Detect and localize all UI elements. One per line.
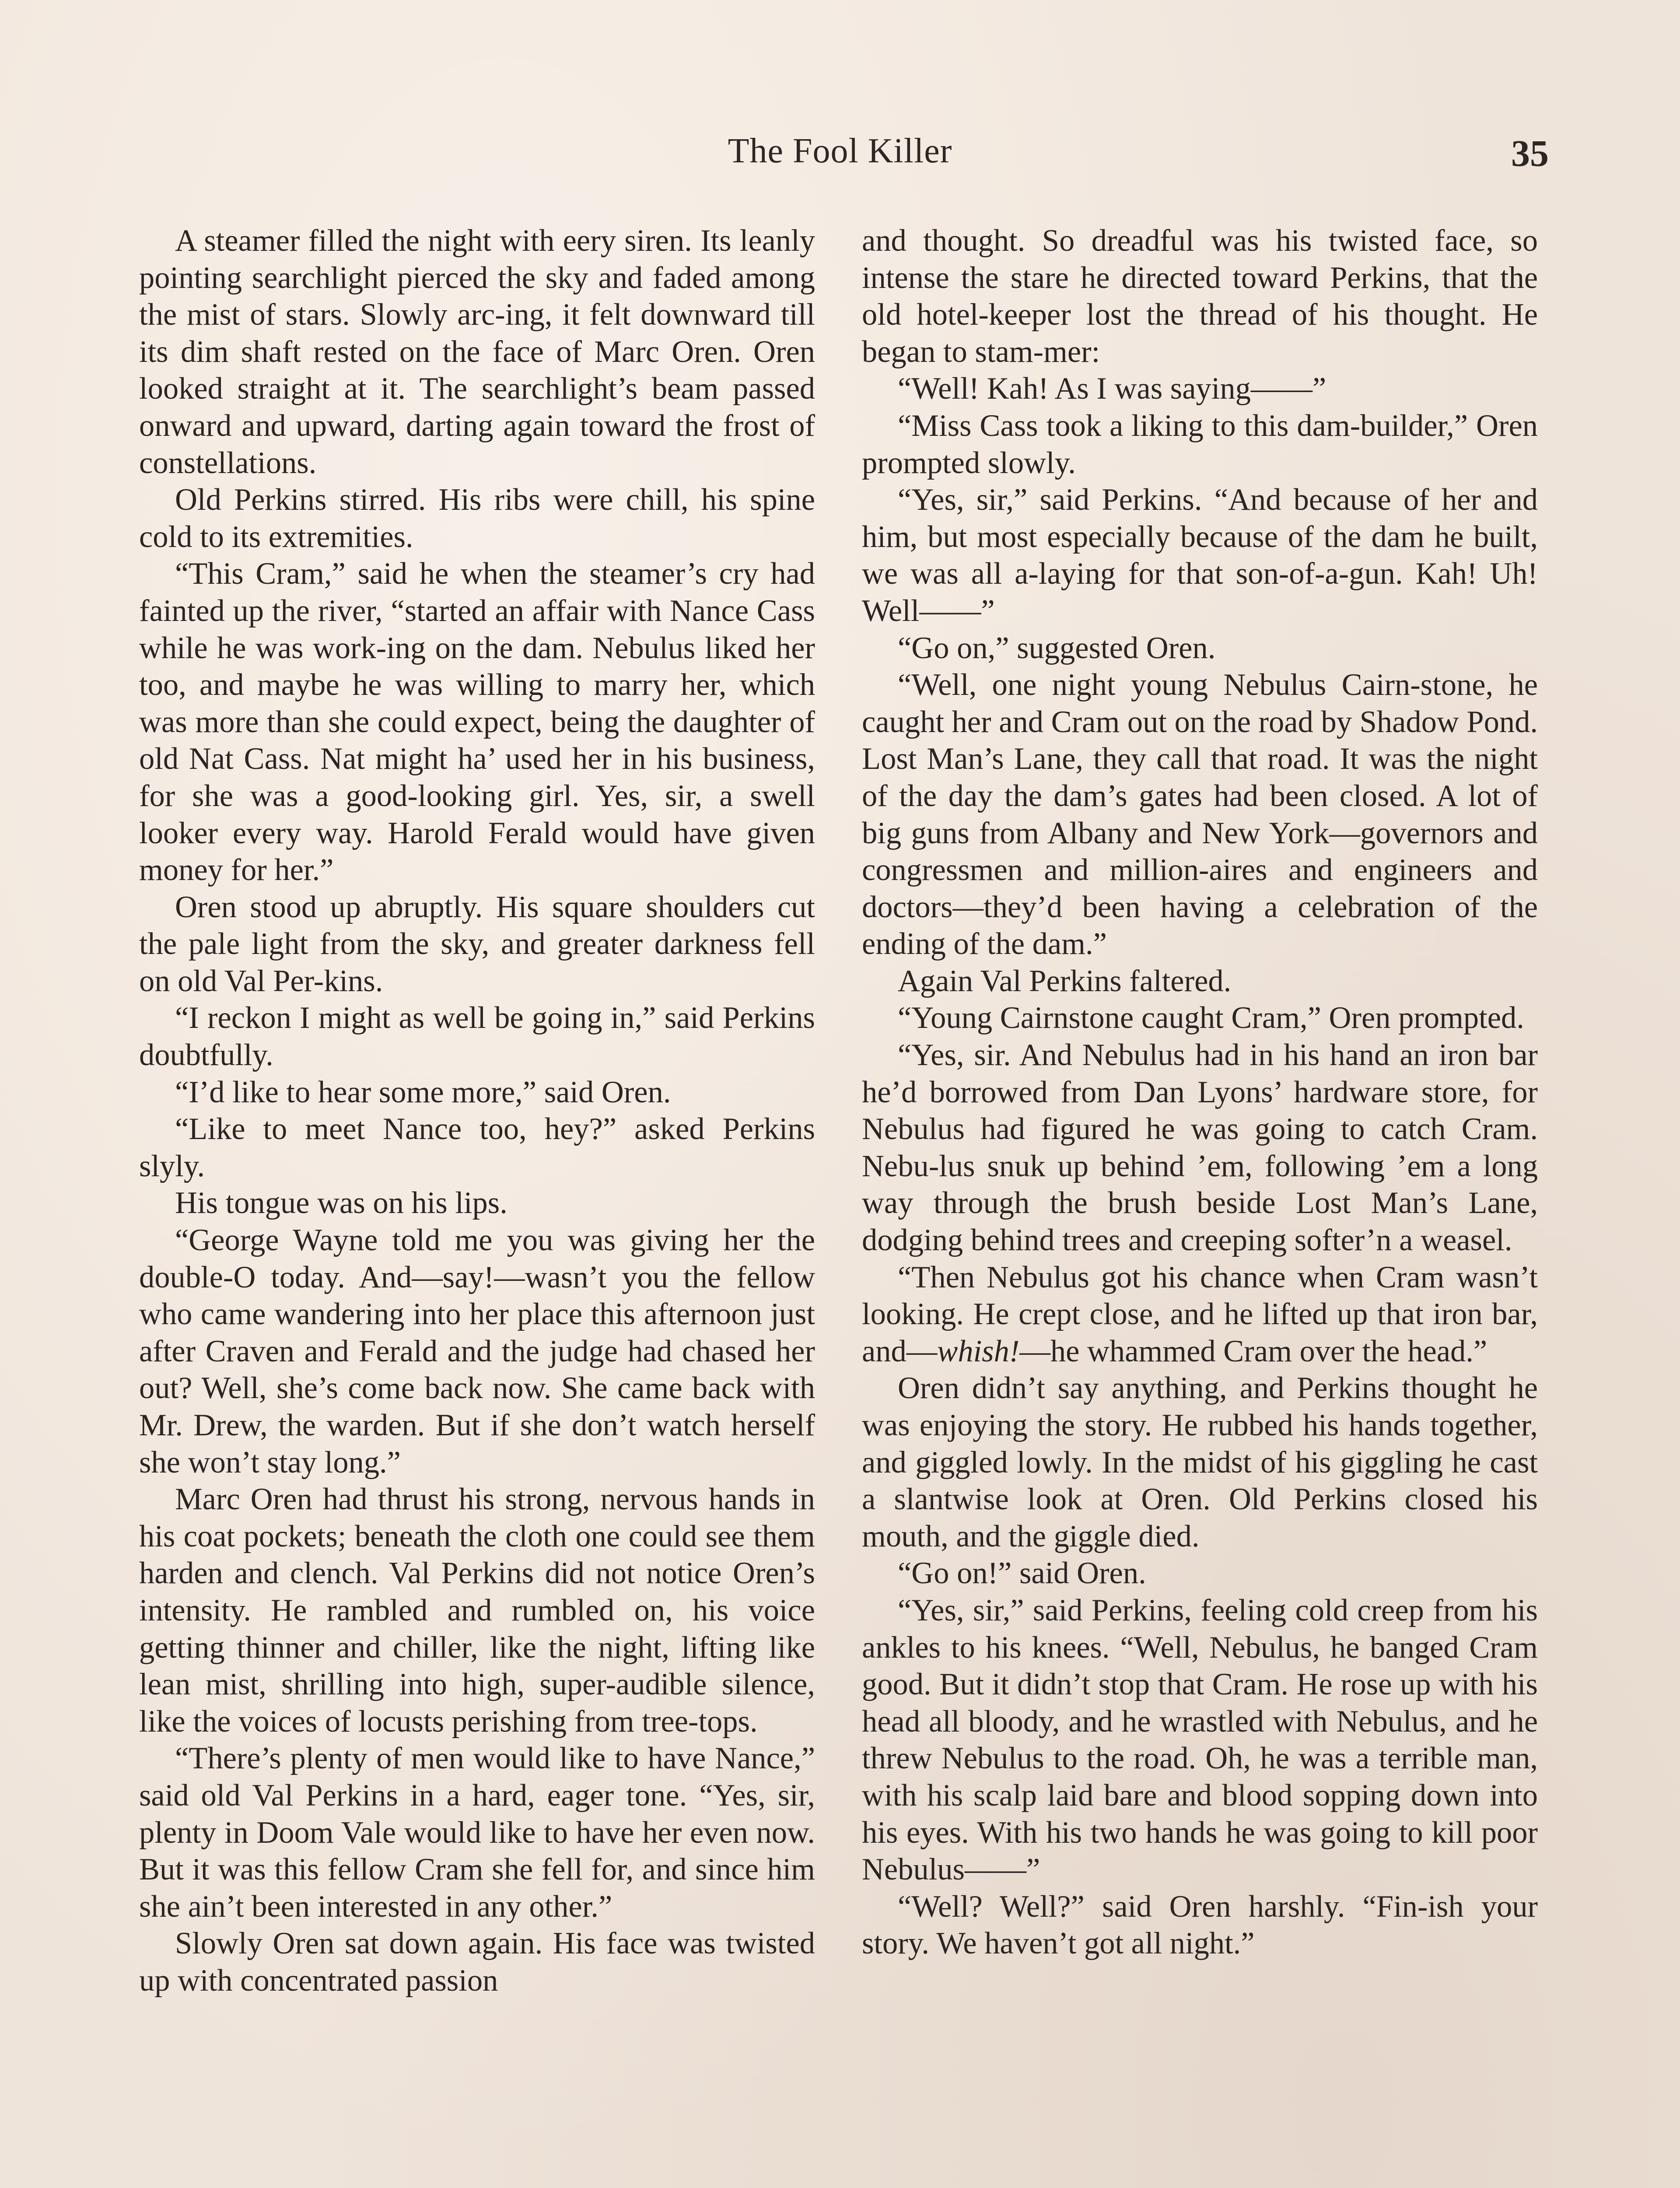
paragraph: “Yes, sir,” said Perkins. “And because of her and him, but most especially because of the dam he built, we was all a-laying for that son-of-a-gun. Kah! Uh! Well——” [862, 483, 1538, 628]
paragraph: “Go on,” suggested Oren. [898, 631, 1216, 665]
text-run: “Then Nebulus got his chance when Cram wasn’t looking. He crept close, and he lifted up that iron bar, and— [862, 1260, 1538, 1368]
paragraph: “George Wayne told me you was giving her the double-O today. And—say!—wasn’t you the fellow who came wandering into her place this afternoon just after Craven and Ferald and the judge had chased her out? Well, she’s come back now. She came back with Mr. Drew, the warden. But if she don’t watch herself she won’t stay long.” [139, 1223, 815, 1480]
paragraph: “Yes, sir. And Nebulus had in his hand an iron bar he’d borrowed from Dan Lyons’ hardware store, for Nebulus had figured he was going to catch Cram. Nebu-lus snuk up behind ’em, following ’em a long way through the brush beside Lost Man’s Lane, dodging behind trees and creeping softer’n a weasel. [862, 1038, 1538, 1258]
paragraph: “This Cram,” said he when the steamer’s cry had fainted up the river, “started an affair with Nance Cass while he was work-ing on the dam. Nebulus liked her too, and maybe he was willing to marry her, which was more than she could expect, being the daughter of old Nat Cass. Nat might ha’ used her in his business, for she was a good-looking girl. Yes, sir, a swell looker every way. Harold Ferald would have given money for her.” [139, 557, 815, 887]
paragraph: “There’s plenty of men would like to have Nance,” said old Val Perkins in a hard, eager tone. “Yes, sir, plenty in Doom Vale would like to have her even now. But it was this fellow Cram she fell for, and since him she ain’t been interested in any other.” [139, 1741, 815, 1924]
paragraph: Marc Oren had thrust his strong, nervous hands in his coat pockets; beneath the cloth one could see them harden and clench. Val Perkins did not notice Oren’s intensity. He rambled and rumbled on, his voice getting thinner and chiller, like the night, lifting like lean mist, shrilling into high, super-audible silence, like the voices of locusts perishing from tree-tops. [139, 1482, 815, 1739]
text-run: —he whammed Cram over the head.” [1019, 1334, 1488, 1368]
paragraph: “Yes, sir,” said Perkins, feeling cold creep from his ankles to his knees. “Well, Nebulus, he banged Cram good. But it didn’t stop that Cram. He rose up with his head all bloody, and he wrastled with Nebulus, and he threw Nebulus to the road. Oh, he was a terrible man, with his scalp laid bare and blood sopping down into his eyes. With his two hands he was going to kill poor Nebulus——” [862, 1593, 1538, 1887]
paragraph: “Miss Cass took a liking to this dam-builder,” Oren prompted slowly. [862, 408, 1538, 480]
emphasis-text: whish! [937, 1334, 1020, 1368]
paragraph: “Go on!” said Oren. [898, 1556, 1146, 1591]
paragraph: His tongue was on his lips. [175, 1186, 508, 1220]
page-number: 35 [1511, 132, 1549, 174]
paragraph: “Well, one night young Nebulus Cairn-stone, he caught her and Cram out on the road by Shadow Pond. Lost Man’s Lane, they call that road. It was the night of the day the dam’s gates had been closed. A lot of big guns from Albany and New York—governors and congressmen and million-aires and engineers and doctors—they’d been having a celebration of the ending of the dam.” [862, 668, 1538, 961]
right-column [862, 222, 1538, 1962]
paragraph: “Well! Kah! As I was saying——” [898, 372, 1326, 406]
paragraph: Again Val Perkins faltered. [898, 964, 1232, 998]
paragraph: A steamer filled the night with eery siren. Its leanly pointing searchlight pierced the sky and faded among the mist of stars. Slowly arc-ing, it felt downward till its dim shaft rested on the face of Marc Oren. Oren looked straight at it. The searchlight’s beam passed onward and upward, darting again toward the frost of constellations. [139, 224, 815, 480]
paragraph-continued: and thought. So dreadful was his twisted face, so intense the stare he directed toward Perkins, that the old hotel-keeper lost the thread of his thought. He began to stam-mer: [862, 224, 1538, 369]
paragraph: Oren didn’t say anything, and Perkins thought he was enjoying the story. He rubbed his hands together, and giggled lowly. In the midst of his giggling he cast a slantwise look at Oren. Old Perkins closed his mouth, and the giggle died. [862, 1371, 1538, 1553]
paragraph: “I reckon I might as well be going in,” said Perkins doubtfully. [139, 1001, 815, 1073]
paragraph: “I’d like to hear some more,” said Oren. [175, 1075, 671, 1109]
paragraph: Slowly Oren sat down again. His face was twisted up with concentrated passion [139, 1926, 815, 1998]
paragraph: Old Perkins stirred. His ribs were chill, his spine cold to its extremities. [139, 483, 815, 554]
paragraph [862, 1259, 1538, 1370]
paragraph: “Well? Well?” said Oren harshly. “Fin-ish your story. We haven’t got all night.” [862, 1889, 1538, 1961]
paragraph: “Like to meet Nance too, hey?” asked Perkins slyly. [139, 1112, 815, 1183]
paragraph: Oren stood up abruptly. His square shoulders cut the pale light from the sky, and greater darkness fell on old Val Per-kins. [139, 890, 815, 998]
running-title: The Fool Killer [728, 132, 952, 170]
left-column [139, 222, 815, 1999]
paragraph: “Young Cairnstone caught Cram,” Oren prompted. [898, 1001, 1524, 1035]
